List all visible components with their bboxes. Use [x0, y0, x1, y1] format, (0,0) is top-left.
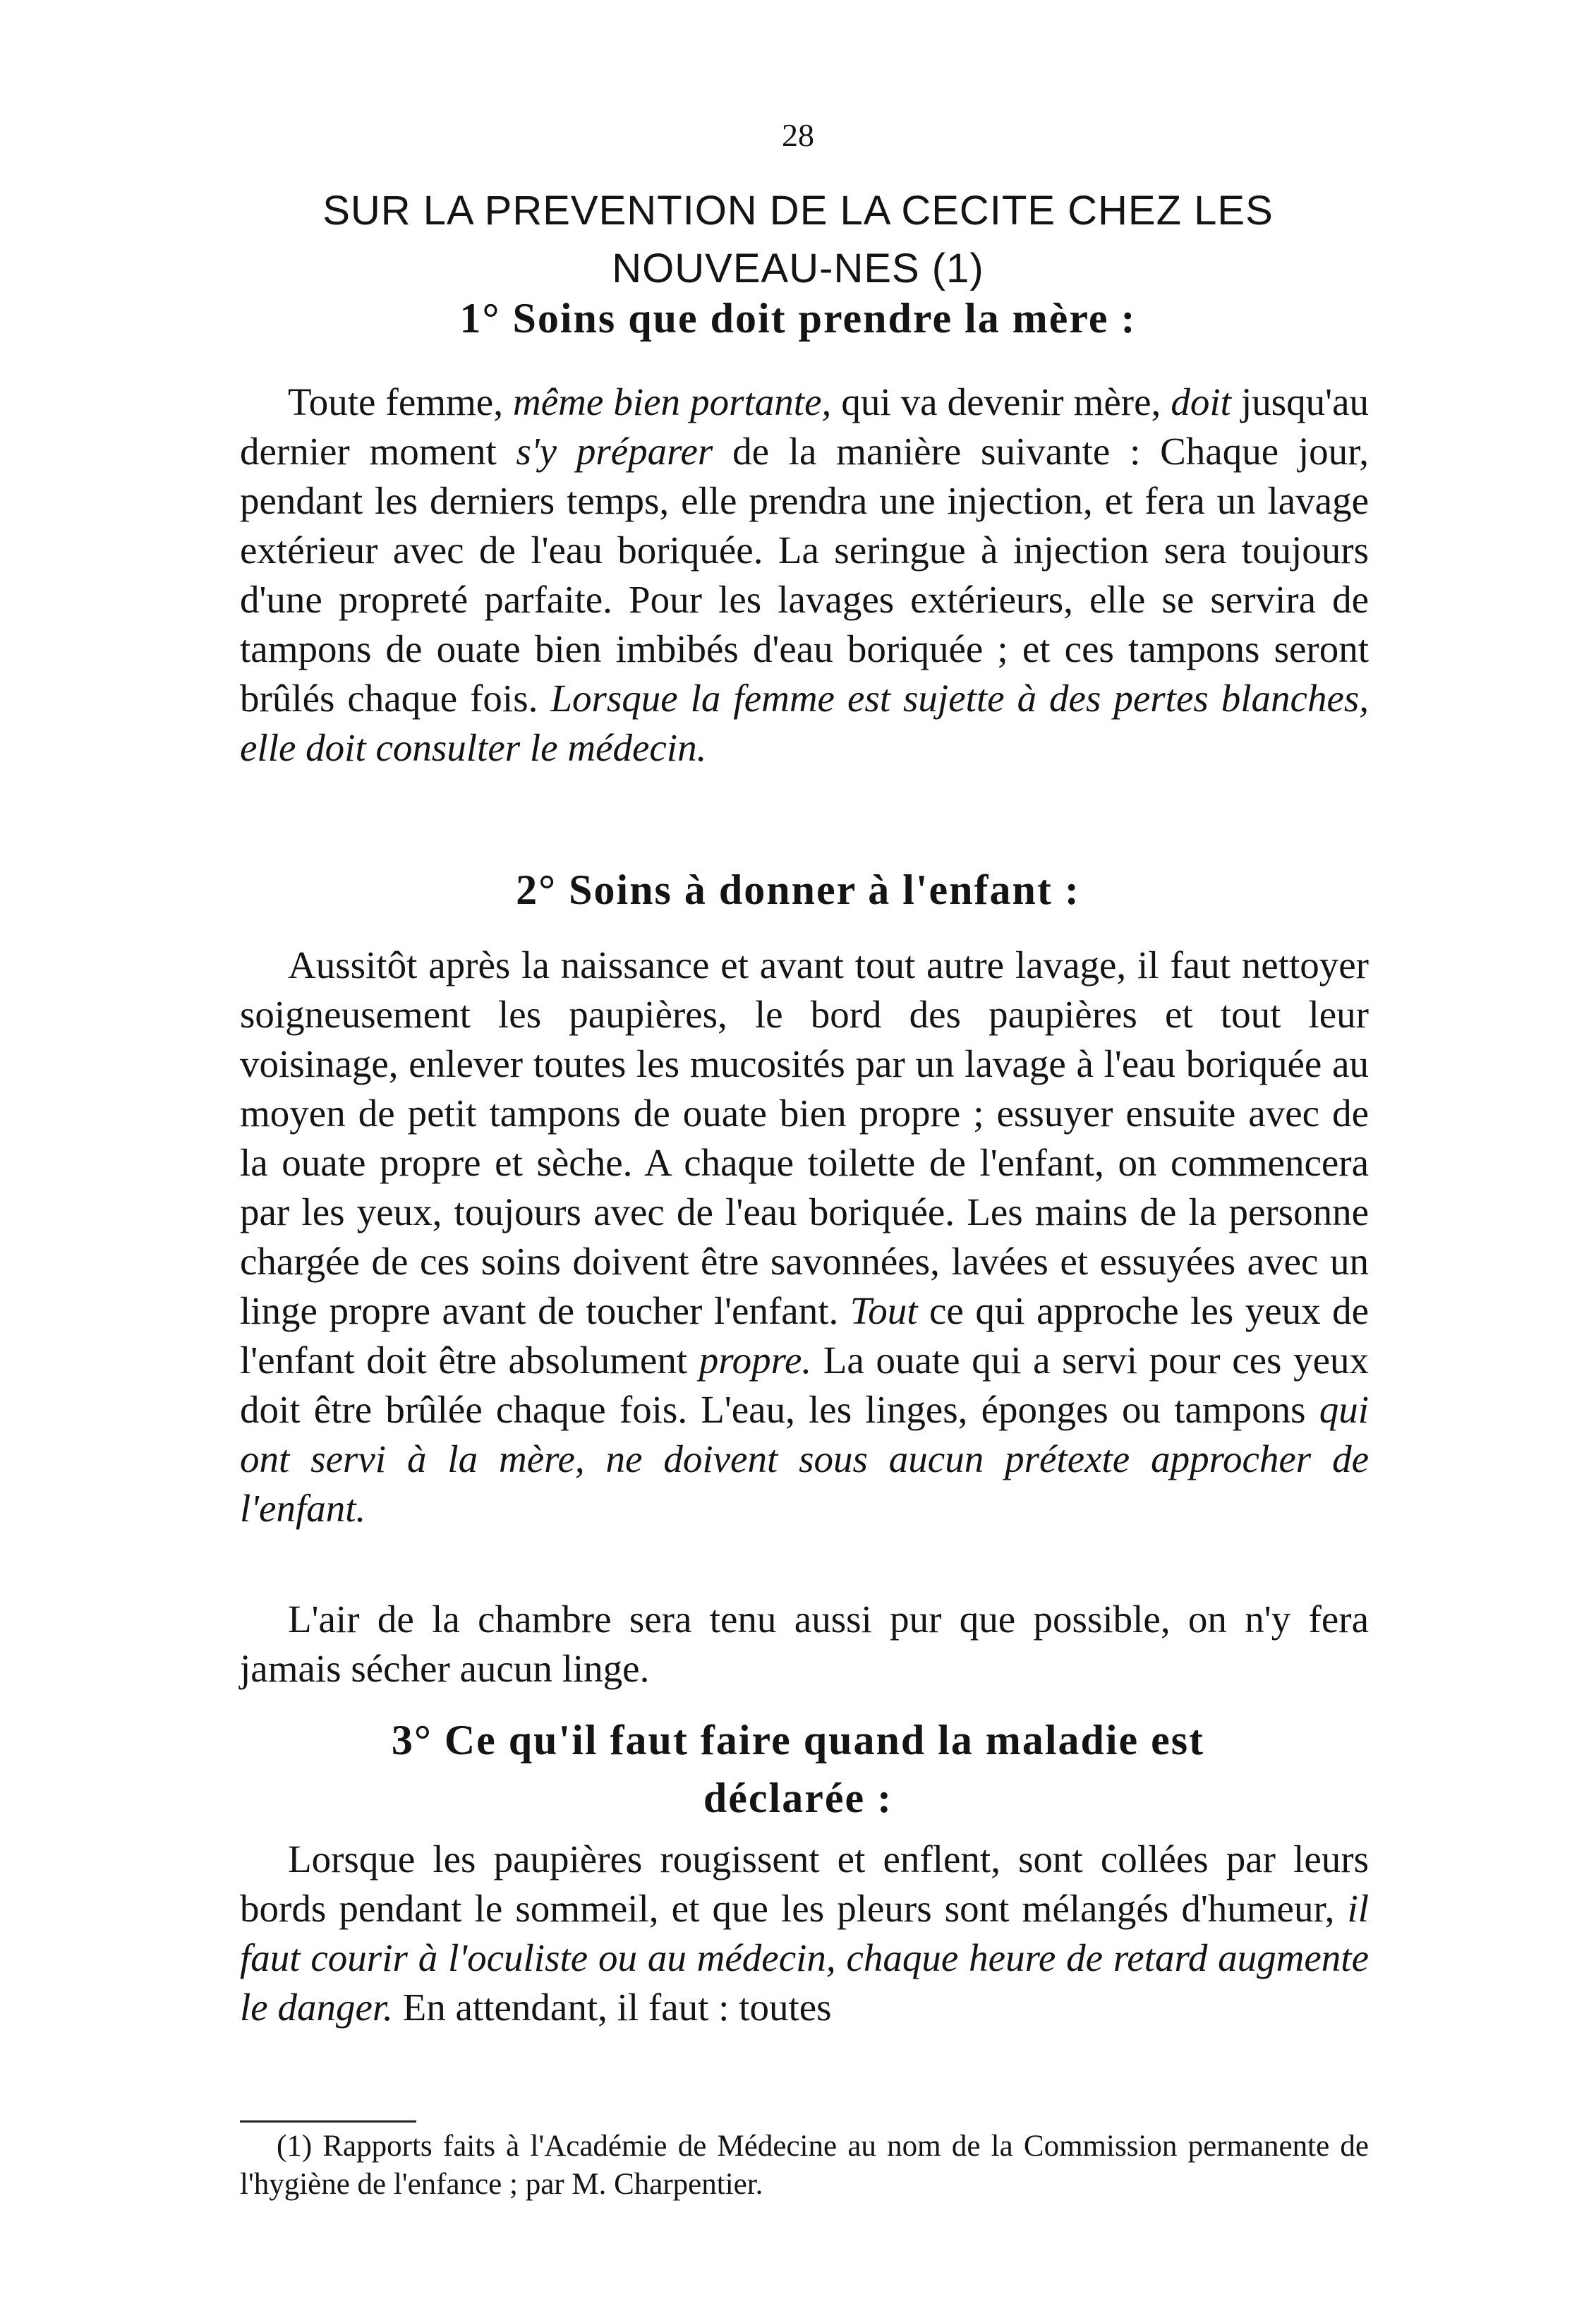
emphasis-run: même bien portante,: [513, 380, 832, 423]
text-run: Aussitôt après la naissance et avant tout autre lavage, il faut nettoyer soigneusement les paupières, le bord des paupières et tout leur voisinage, enlever toutes les mucosités par un lavage à l'eau boriquée au moyen de petit tampons de ouate bien propre ; essuyer ensuite avec de la ouate propre et sèche. A chaque toilette de l'enfant, on commencera par les yeux, toujours avec de l'eau boriquée. Les mains de la personne chargée de ces soins doivent être savonnées, lavées et essuyées avec un linge propre avant de toucher l'enfant.: [240, 943, 1369, 1332]
emphasis-run: Lorsque la femme est sujette à des pertes blanches, elle doit consulter le médecin.: [240, 677, 1370, 769]
section-3-heading: [233, 1711, 1363, 1827]
section-1-paragraph: [240, 378, 1369, 773]
emphasis-run: doit: [1171, 380, 1231, 423]
emphasis-run: il faut courir à l'oculiste ou au médecin, chaque heure de retard augmente le danger.: [240, 1887, 1369, 2029]
emphasis-run: Tout: [850, 1289, 918, 1332]
page-title: [233, 182, 1363, 298]
section-3-paragraph: [240, 1835, 1369, 2032]
text-run: En attendant, il faut : toutes: [392, 1986, 832, 2029]
emphasis-run: qui ont servi à la mère, ne doivent sous aucun prétexte approcher de l'enfant.: [240, 1388, 1369, 1530]
text-run: qui va devenir mère,: [831, 380, 1171, 423]
text-run: La ouate qui a servi pour ces yeux doit être brûlée chaque fois. L'eau, les linges, éponges ou tampons: [240, 1339, 1369, 1431]
page-number: 28: [782, 117, 814, 153]
text-run: Lorsque les paupières rougissent et enflent, sont collées par leurs bords pendant le sommeil, et que les pleurs sont mélangés d'humeur,: [240, 1837, 1369, 1930]
text-run: ce qui approche les yeux de l'enfant doit être absolument: [240, 1289, 1369, 1382]
text-run: de la manière suivante : Chaque jour, pendant les derniers temps, elle prendra une injection, et fera un lavage extérieur avec de l'eau boriquée. La seringue à injection sera toujours d'une propreté parfaite. Pour les lavages extérieurs, elle se servira de tampons de ouate bien imbibés d'eau boriquée ; et ces tampons seront brûlés chaque fois.: [240, 430, 1370, 720]
footnote: (1) Rapports faits à l'Académie de Médecine au nom de la Commission permanente de l'hygiène de l'enfance ; par M. Charpentier.: [240, 2130, 1369, 2201]
section-2-paragraph-2: L'air de la chambre sera tenu aussi pur que possible, on n'y fera jamais sécher aucun linge.: [240, 1598, 1369, 1690]
emphasis-run: s'y préparer: [516, 430, 713, 473]
text-run: Toute femme,: [288, 380, 514, 423]
section-2-paragraph-1: [240, 941, 1369, 1533]
footnote-divider: [240, 2120, 416, 2123]
section-1-heading: 1° Soins que doit prendre la mère :: [459, 295, 1137, 342]
section-3-heading-line-2: déclarée :: [703, 1775, 893, 1821]
page-title-line-2: NOUVEAU-NES (1): [612, 246, 984, 291]
emphasis-run: propre.: [699, 1339, 812, 1382]
section-3-heading-line-1: 3° Ce qu'il faut faire quand la maladie est: [391, 1717, 1205, 1763]
section-2-heading: 2° Soins à donner à l'enfant :: [516, 867, 1080, 913]
text-run: jusqu'au dernier moment: [240, 380, 1369, 473]
page-title-line-1: SUR LA PREVENTION DE LA CECITE CHEZ LES: [322, 188, 1274, 234]
